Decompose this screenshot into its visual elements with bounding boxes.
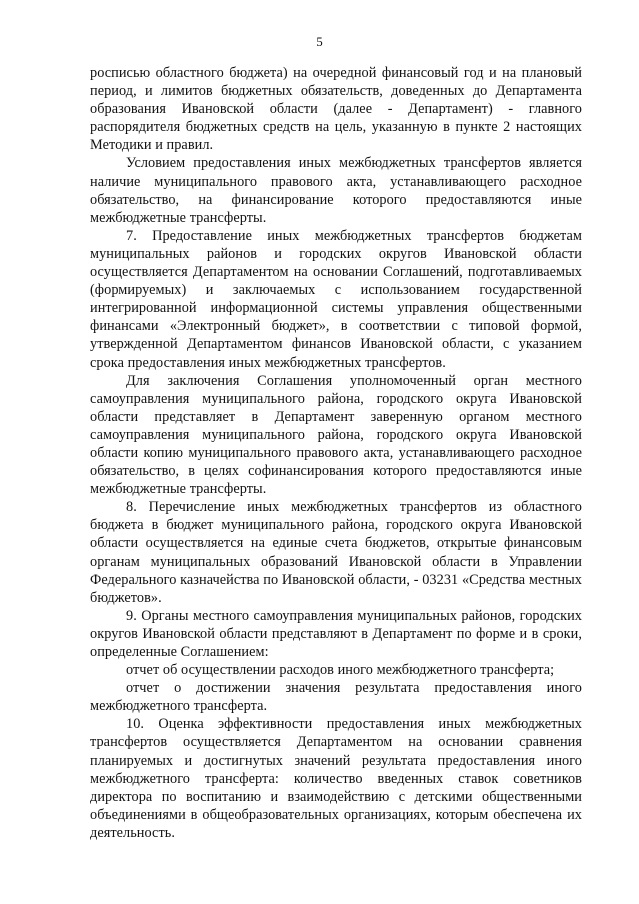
paragraph: отчет о достижении значения результата предоставления иного межбюджетного трансферта. <box>90 680 582 715</box>
paragraph: 10. Оценка эффективности предоставления иных межбюджетных трансфертов осуществляется Департаментом на основании сравнения планируемых и достигнутых значений результата предоставления иного межбюджетного трансферта: количество введенных ставок советников директора по воспитанию и взаимодействию с детскими общественными объединениями в общеобразовательных организациях, которым обеспечена их деятельность. <box>90 716 582 841</box>
paragraph: Для заключения Соглашения уполномоченный орган местного самоуправления муниципального района, городского округа Ивановской области представляет в Департамент заверенную органом местного самоуправления муниципального района, городского округа Ивановской области копию муниципального правового акта, устанавливающего расходное обязательство, в целях софинансирования которого предоставляются иные межбюджетные трансферты. <box>90 372 582 498</box>
paragraph: 9. Органы местного самоуправления муниципальных районов, городских округов Ивановской области представляют в Департамент по форме и в сроки, определенные Соглашением: <box>90 607 582 660</box>
paragraph: Условием предоставления иных межбюджетных трансфертов является наличие муниципального правового акта, устанавливающего расходное обязательство, на финансирование которого предоставляются иные межбюджетные трансферты. <box>90 155 582 226</box>
paragraph: росписью областного бюджета) на очередной финансовый год и на плановый период, и лимитов бюджетных обязательств, доведенных до Департамента образования Ивановской области (далее - Департамент) - главного распорядителя бюджетных средств на цель, указанную в пункте 2 настоящих Методики и правил. <box>90 65 582 154</box>
page-number: 5 <box>316 34 323 49</box>
paragraph: 7. Предоставление иных межбюджетных трансфертов бюджетам муниципальных районов и городских округов Ивановской области осуществляется Департаментом на основании Соглашений, подготавливаемых (формируемых) и заключаемых с использованием государственной интегрированной информационной системы управления общественными финансами «Электронный бюджет», в соответствии с типовой формой, утвержденной Департаментом финансов Ивановской области, с указанием срока предоставления иных межбюджетных трансфертов. <box>90 227 582 371</box>
document-body <box>90 64 582 842</box>
paragraph: 8. Перечисление иных межбюджетных трансфертов из областного бюджета в бюджет муниципального района, городского округа Ивановской области осуществляется на единые счета бюджетов, открытые финансовым органам муниципальных образований Ивановской области в Управлении Федерального казначейства по Ивановской области, - 03231 «Средства местных бюджетов». <box>90 499 582 606</box>
paragraph: отчет об осуществлении расходов иного межбюджетного трансферта; <box>126 662 555 679</box>
